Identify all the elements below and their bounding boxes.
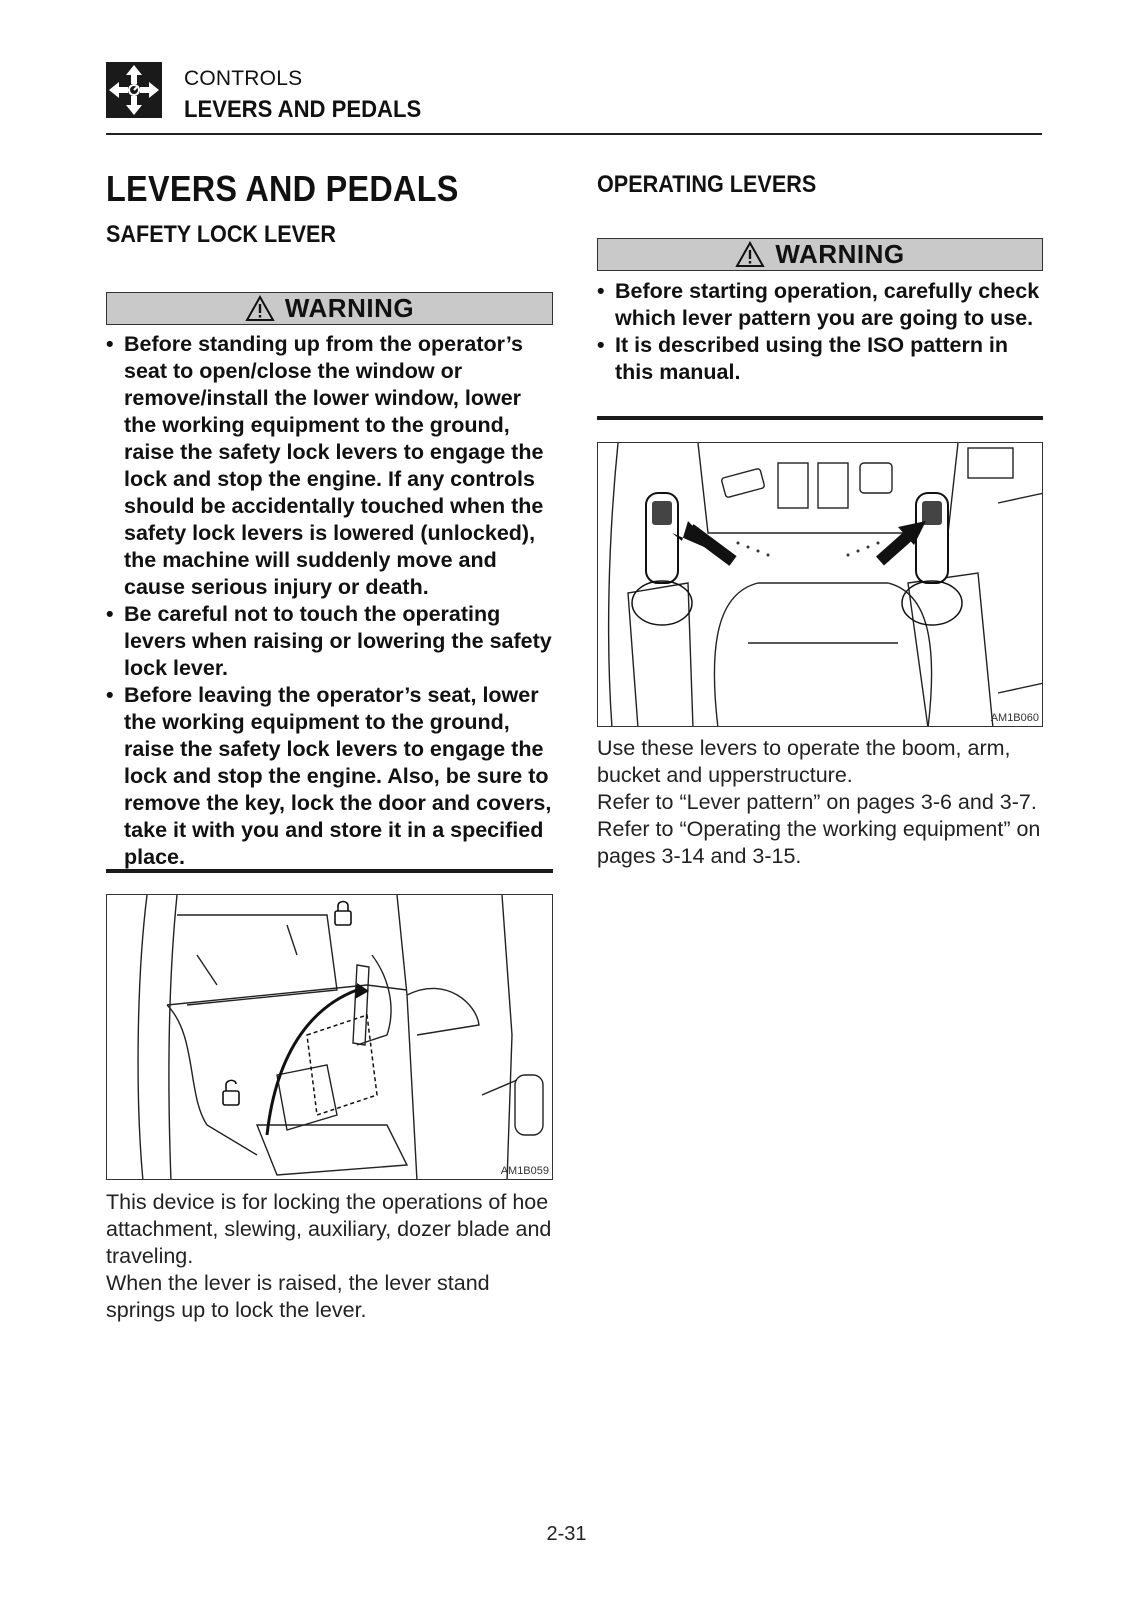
warning-triangle-icon xyxy=(245,295,275,322)
header-section-title: LEVERS AND PEDALS xyxy=(184,96,422,123)
warning-label-right: WARNING xyxy=(775,239,905,269)
body-paragraph: This device is for locking the operations of hoe attachment, slewing, auxiliary, dozer blade and traveling. xyxy=(106,1190,552,1268)
section-title-operating-levers: OPERATING LEVERS xyxy=(597,171,817,198)
controls-section-icon xyxy=(106,62,162,118)
warning-end-rule-right xyxy=(597,416,1043,420)
warning-item: • It is described using the ISO pattern in this manual. xyxy=(597,332,1047,386)
section-title-safety-lock-lever: SAFETY LOCK LEVER xyxy=(106,221,337,248)
lock-open-icon xyxy=(223,1080,239,1105)
warning-banner-left xyxy=(106,292,553,325)
joystick-drawing xyxy=(598,443,1043,727)
warning-item: • Be careful not to touch the operating levers when raising or lowering the safety lock lever. xyxy=(106,601,558,682)
warning-end-rule-left xyxy=(106,869,553,873)
figure-code-right: AM1B060 xyxy=(990,712,1039,724)
pointer-arrow-left xyxy=(672,521,733,561)
warning-list-right xyxy=(597,278,1047,386)
body-paragraph: Refer to “Operating the working equipment” on pages 3-14 and 3-15. xyxy=(597,817,1041,868)
warning-item: • Before leaving the operator’s seat, lower the working equipment to the ground, raise the safety lock levers to engage the lock and stop the engine. Also, be sure to remove the key, lock the door and covers, take it with you and store it in a specified place. xyxy=(106,682,558,871)
cab-interior-drawing xyxy=(107,895,553,1180)
warning-list-left xyxy=(106,331,558,871)
figure-code-left: AM1B059 xyxy=(500,1165,549,1177)
body-paragraph: When the lever is raised, the lever stand springs up to lock the lever. xyxy=(106,1271,490,1322)
safety-lock-description xyxy=(106,1189,553,1324)
header-category: CONTROLS xyxy=(184,67,303,90)
body-paragraph: Refer to “Lever pattern” on pages 3-6 and 3-7. xyxy=(597,790,1037,814)
warning-item: • Before starting operation, carefully check which lever pattern you are going to use. xyxy=(597,278,1047,332)
page-title: LEVERS AND PEDALS xyxy=(106,168,459,209)
operating-levers-illustration xyxy=(597,442,1043,727)
left-joystick xyxy=(632,493,692,625)
warning-banner-right xyxy=(597,238,1043,271)
operating-levers-description xyxy=(597,735,1043,870)
body-paragraph: Use these levers to operate the boom, arm, bucket and upperstructure. xyxy=(597,736,1011,787)
header-divider xyxy=(106,133,1042,135)
warning-triangle-icon xyxy=(735,241,765,268)
warning-label-left: WARNING xyxy=(284,293,415,323)
safety-lock-lever-illustration xyxy=(106,894,553,1180)
lock-closed-icon xyxy=(335,902,351,926)
warning-item: • Before standing up from the operator’s seat to open/close the window or remove/install the lower window, lower the working equipment to the ground, raise the safety lock levers to engage the lock and stop the engine. If any controls should be accidentally touched when the safety lock levers is lowered (unlocked), the machine will suddenly move and cause serious injury or death. xyxy=(106,331,558,601)
page-number: 2-31 xyxy=(546,1523,587,1545)
